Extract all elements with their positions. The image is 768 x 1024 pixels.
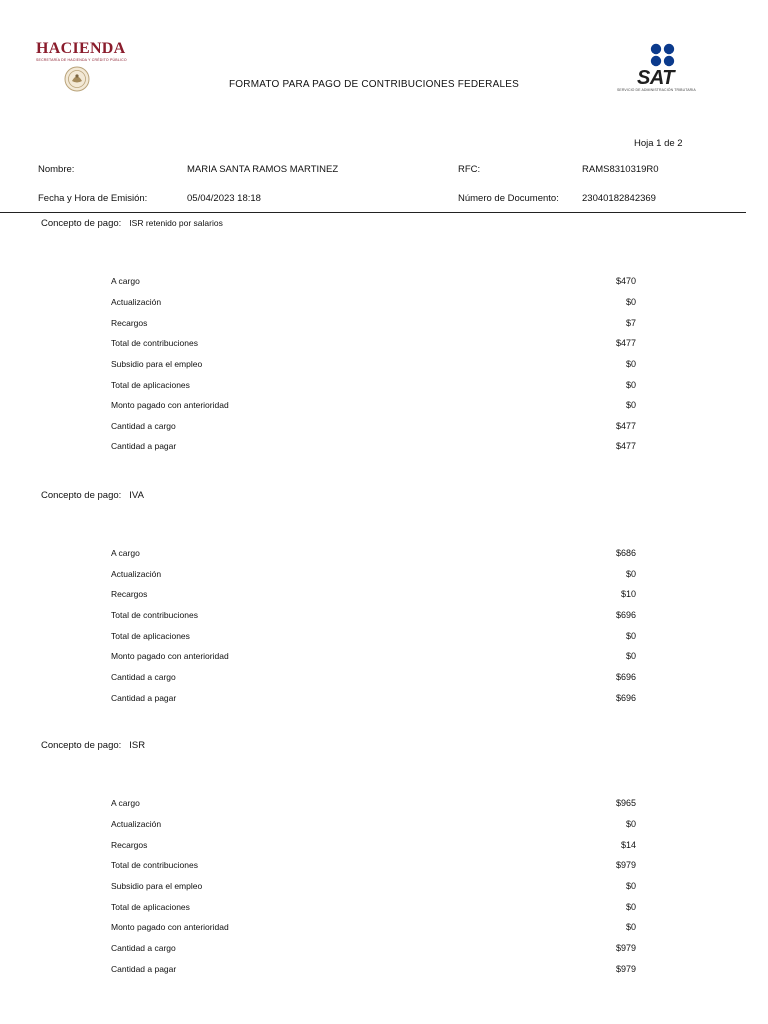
row-label: Total de aplicaciones [111,380,190,390]
row-label: Recargos [111,589,148,599]
rfc-value: RAMS8310319R0 [582,164,659,175]
row-label: Monto pagado con anterioridad [111,651,229,661]
row-label: Cantidad a pagar [111,964,177,974]
sat-subtitle: SERVICIO DE ADMINISTRACIÓN TRIBUTARIA [617,88,696,92]
row-value: $7 [625,318,636,328]
row-label: Actualización [111,569,162,579]
row-value: $0 [625,359,636,369]
nombre-label: Nombre: [38,164,75,175]
row-label: Total de aplicaciones [111,902,190,912]
hacienda-wordmark: HACIENDA [36,40,126,57]
row-label: Total de contribuciones [111,338,198,348]
row-label: Subsidio para el empleo [111,359,203,369]
document-title: FORMATO PARA PAGO DE CONTRIBUCIONES FEDERALES [229,79,519,90]
nombre-value: MARIA SANTA RAMOS MARTINEZ [187,164,339,175]
concepto-value: IVA [129,490,144,501]
row-value: $477 [615,338,636,348]
row-value: $477 [615,421,636,431]
row-label: Cantidad a cargo [111,421,176,431]
row-value: $696 [615,672,636,682]
row-value: $477 [615,441,636,451]
row-label: Actualización [111,819,162,829]
row-label: Recargos [111,840,148,850]
row-label: Cantidad a pagar [111,693,177,703]
row-value: $0 [625,651,636,661]
row-label: Recargos [111,318,148,328]
sat-logo [612,40,712,100]
sat-wordmark: SAT [637,67,675,89]
numero-documento-value: 23040182842369 [582,193,656,204]
row-value: $979 [615,964,636,974]
row-value: $0 [625,400,636,410]
row-label: Monto pagado con anterioridad [111,400,229,410]
row-label: Total de aplicaciones [111,631,190,641]
concepto-value: ISR retenido por salarios [129,218,223,228]
row-value: $0 [625,922,636,932]
row-value: $10 [620,589,636,599]
row-label: A cargo [111,276,140,286]
numero-documento-label: Número de Documento: [458,193,559,204]
row-value: $696 [615,610,636,620]
concepto-value: ISR [129,740,146,751]
row-value: $0 [625,902,636,912]
row-label: Actualización [111,297,162,307]
row-label: Cantidad a pagar [111,441,177,451]
concepto-label: Concepto de pago: [41,740,122,751]
row-value: $979 [615,943,636,953]
row-value: $0 [625,881,636,891]
row-value: $0 [625,297,636,307]
row-value: $696 [615,693,636,703]
row-value: $0 [625,380,636,390]
row-label: Cantidad a cargo [111,672,176,682]
row-value: $686 [615,548,636,558]
row-value: $0 [625,819,636,829]
rfc-label: RFC: [458,164,481,175]
row-label: Subsidio para el empleo [111,881,203,891]
row-label: A cargo [111,798,140,808]
fecha-emision-label: Fecha y Hora de Emisión: [38,193,148,204]
row-value: $979 [615,860,636,870]
row-label: Total de contribuciones [111,860,198,870]
row-value: $14 [620,840,636,850]
row-label: A cargo [111,548,140,558]
concepto-label: Concepto de pago: [41,490,122,501]
page-indicator: Hoja 1 de 2 [634,138,683,149]
row-value: $0 [625,569,636,579]
header-divider [0,212,746,213]
row-label: Cantidad a cargo [111,943,176,953]
concepto-label: Concepto de pago: [41,218,122,229]
fecha-emision-value: 05/04/2023 18:18 [187,193,261,204]
concepto-pago [41,490,144,501]
row-value: $965 [615,798,636,808]
sat-dots-icon [650,43,676,67]
row-label: Total de contribuciones [111,610,198,620]
row-value: $470 [615,276,636,286]
concepto-pago [41,218,223,229]
concepto-pago [41,740,145,751]
row-value: $0 [625,631,636,641]
hacienda-subtitle: SECRETARÍA DE HACIENDA Y CRÉDITO PÚBLICO [36,58,127,62]
row-label: Monto pagado con anterioridad [111,922,229,932]
